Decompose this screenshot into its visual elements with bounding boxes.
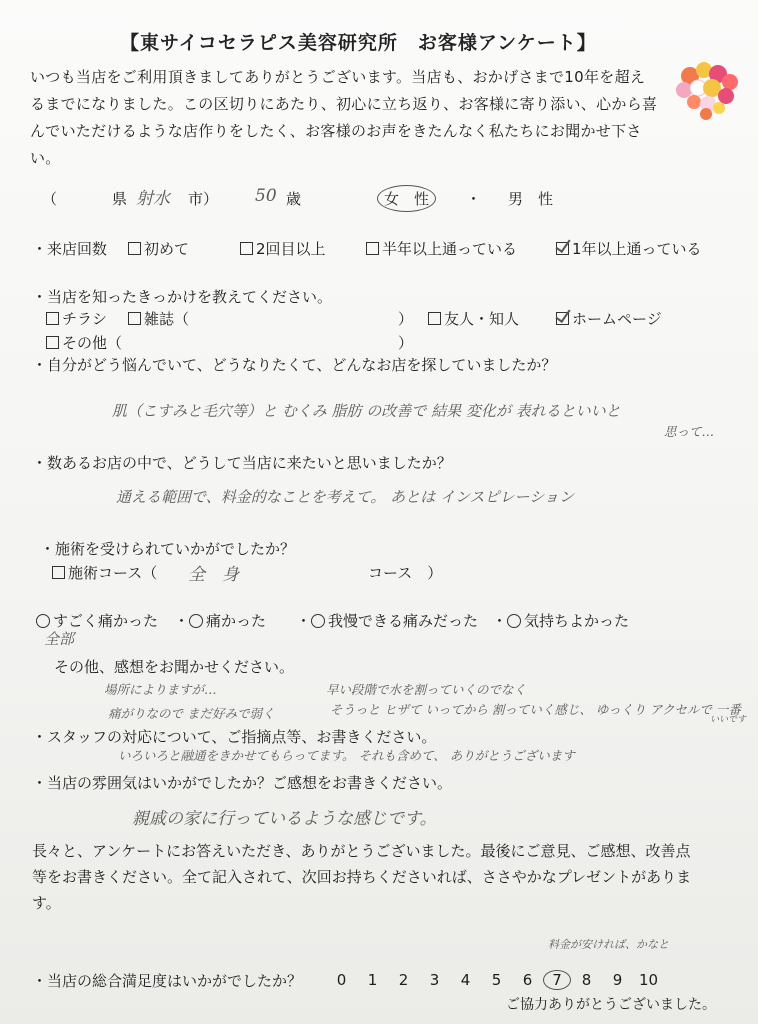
impressions-note-4: そうっと ヒザて いってから 割っていく感じ、 ゆっくり アクセルで 一番 (330, 702, 741, 717)
treatment-course-suffix: コース ） (368, 564, 443, 582)
treatment-question: ・施術を受けられていかがでしたか？ (40, 540, 296, 558)
checkbox-icon (52, 566, 65, 579)
pain-option-bearable: ・ 我慢できる痛みだった (296, 612, 479, 630)
city-handwritten: 射水 (136, 189, 170, 209)
source-flyer: チラシ (46, 308, 107, 329)
pain-option-painful: ・ 痛かった (174, 612, 267, 630)
footer-thanks: ご協力ありがとうございました。 (506, 997, 716, 1013)
source-friend: 友人・知人 (428, 308, 519, 329)
score-1: 1 (367, 971, 378, 989)
score-3: 3 (429, 971, 440, 989)
score-8: 8 (581, 971, 592, 989)
source-magazine: 雑誌（ (128, 308, 189, 329)
heart-flower-bouquet-icon (672, 58, 742, 122)
impressions-note-3: 早い段階で水を割っていくのでなく (326, 682, 527, 697)
worries-answer-line1: 肌（こすみと毛穴等）と むくみ 脂肪 の改善で 結果 変化が 表れるといいと (112, 402, 621, 420)
radio-circle-icon (36, 614, 50, 628)
visits-option-first: 初めて (128, 238, 189, 259)
worries-answer-line2: 思って… (664, 424, 715, 439)
gender-female (384, 188, 429, 209)
impressions-question: その他、感想をお聞かせください。 (54, 658, 295, 676)
city-label: 市） (188, 190, 219, 208)
source-other-close: ） (398, 334, 414, 352)
checkbox-icon (46, 336, 59, 349)
age-handwritten: 50 (255, 186, 277, 206)
paren-open: （ (42, 190, 58, 208)
visits-label: ・来店回数 (32, 240, 108, 258)
visits-option-one-year: 1年以上通っている (556, 238, 702, 259)
pain-option-pleasant: ・ 気持ちよかった (492, 612, 630, 630)
score-2: 2 (398, 971, 409, 989)
impressions-note-5: いいです (710, 715, 747, 725)
reason-question: ・数あるお店の中で、どうして当店に来たいと思いましたか？ (32, 454, 452, 472)
checkbox-icon (128, 242, 141, 255)
checkbox-icon (428, 312, 441, 325)
score-4: 4 (460, 971, 471, 989)
checkbox-icon (366, 242, 379, 255)
source-question: ・当店を知ったきっかけを教えてください。 (32, 288, 333, 306)
intro-paragraph: いつも当店をご利用頂きましてありがとうございます。当店も、おかげさまで10年を超えるまでになりました。この区切りにあたり、初心に立ち返り、お客様に寄り添い、心から喜んでいただけるような店作りをしたく、お客様のお声をきたんなく私たちにお聞かせ下さい。 (30, 68, 658, 167)
radio-circle-icon (189, 614, 203, 628)
treatment-course: 施術コース（ (52, 562, 157, 583)
satisfaction-handwritten-note: 料金が安ければ、かなと (548, 938, 669, 951)
satisfaction-question: ・当店の総合満足度はいかがでしたか？ (32, 972, 303, 990)
score-7-selected: 7 (543, 970, 571, 990)
gender-male: 男 性 (508, 190, 554, 208)
impressions-note-1: 場所によりますが… (104, 682, 217, 697)
satisfaction-scale (326, 970, 664, 990)
source-other: その他（ (46, 332, 122, 353)
score-6: 6 (522, 971, 533, 989)
score-5: 5 (491, 971, 502, 989)
pain-handwritten-note: 全部 (44, 630, 75, 648)
checkbox-icon (240, 242, 253, 255)
atmosphere-answer: 親戚の家に行っているような感じです。 (132, 809, 437, 829)
closing-paragraph: 長々と、アンケートにお答えいただき、ありがとうございました。最後にご意見、ご感想、改善点等をお書きください。全て記入されて、次回お持ちくださいれば、ささやかなプレゼントがあります。 (32, 842, 692, 912)
score-9: 9 (612, 971, 623, 989)
impressions-note-2: 痛がりなので まだ好みで弱く (108, 706, 275, 721)
visits-option-half-year: 半年以上通っている (366, 238, 517, 259)
staff-question: ・スタッフの対応について、ご指摘点等、お書きください。 (32, 728, 437, 746)
source-magazine-close: ） (398, 310, 414, 328)
gender-female-circled: 女 性 (377, 185, 436, 212)
treatment-course-handwritten: 全 身 (188, 565, 239, 585)
checkbox-checked-icon (556, 242, 569, 255)
radio-circle-icon (507, 614, 521, 628)
atmosphere-question: ・当店の雰囲気はいかがでしたか？ご感想をお書きください。 (32, 774, 453, 792)
checkbox-checked-icon (556, 312, 569, 325)
pain-option-very: すごく痛かった (36, 610, 158, 631)
prefecture-label: 県 (112, 190, 128, 208)
source-homepage: ホームページ (556, 308, 662, 329)
radio-circle-icon (311, 614, 325, 628)
visits-option-second: 2回目以上 (240, 238, 326, 259)
age-label: 歳 (286, 190, 302, 208)
score-10: 10 (638, 971, 659, 989)
checkbox-icon (128, 312, 141, 325)
score-0: 0 (336, 971, 347, 989)
staff-answer: いろいろと融通をきかせてもらってます。 それも含めて、 ありがとうございます (118, 748, 575, 763)
gender-separator: ・ (466, 190, 482, 208)
reason-answer: 通える範囲で、料金的なことを考えて。 あとは インスピレーション (116, 488, 574, 506)
checkbox-icon (46, 312, 59, 325)
survey-title: 【東サイコセラピス美容研究所 お客様アンケート】 (120, 32, 597, 54)
worries-question: ・自分がどう悩んでいて、どうなりたくて、どんなお店を探していましたか？ (32, 356, 557, 374)
